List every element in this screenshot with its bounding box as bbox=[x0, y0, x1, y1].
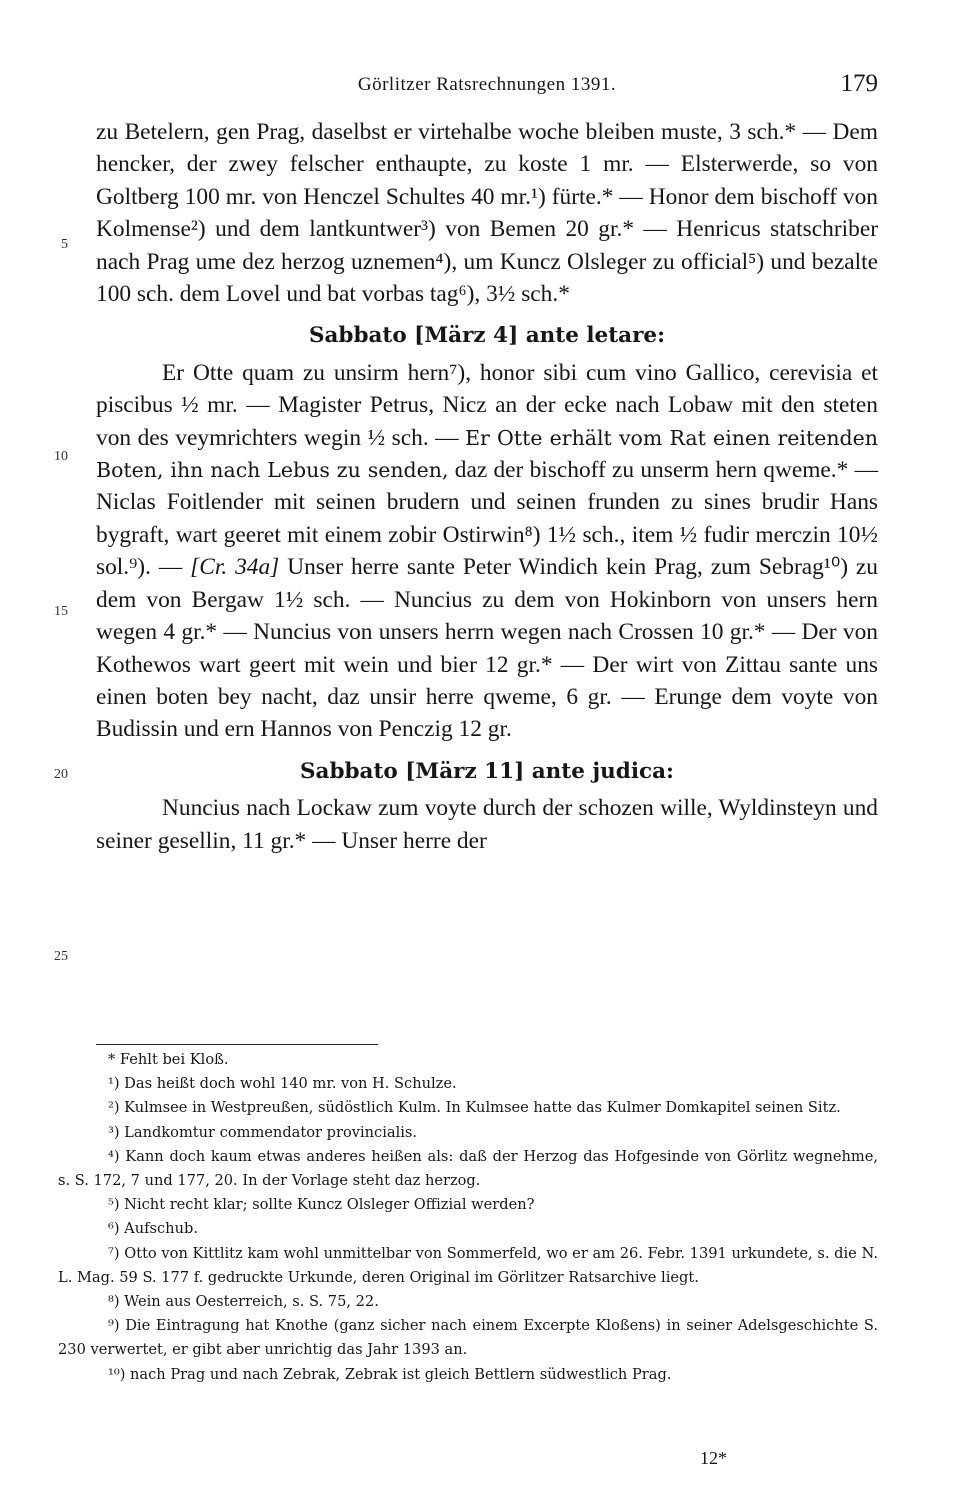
signature-mark: 12* bbox=[700, 1448, 727, 1468]
section-heading: Sabbato [März 11] ante judica: bbox=[300, 758, 674, 784]
footnote: ²) Kulmsee in Westpreußen, südöstlich Kulm. In Kulmsee hatte das Kulmer Domkapitel seinen Sitz. bbox=[108, 1099, 841, 1117]
text-run: Unser herre sante Peter Windich kein Prag, zum Sebrag¹⁰) zu dem von Bergaw 1½ sch. — Nuncius zu dem von Hokinborn von unsers hern wegen 4 gr.* — Nuncius von unsers herrn wegen nach Crossen 10 gr.* — Der von Kothewos wart geert mit wein und bier 12 gr.* — Der wirt von Zittau sante uns einen boten bey nacht, daz unsir herre qweme, 6 gr. — Erunge dem voyte von Budissin und ern Hannos von Penczig 12 gr. bbox=[96, 554, 878, 743]
footnotes bbox=[58, 1048, 878, 1387]
footnote: ¹) Das heißt doch wohl 140 mr. von H. Schulze. bbox=[108, 1075, 457, 1093]
text-run: Er Otte quam zu unsirm hern⁷), honor sibi cum vino Gallico, cerevisia et piscibus ½ mr. — Magister Petrus, Nicz an der ecke nach Lobaw mit den steten von des veymrichters wegin ½ sch. — bbox=[96, 359, 878, 451]
footnote: ⁴) Kann doch kaum etwas anderes heißen als: daß der Herzog das Hofgesinde von Görlitz wegnehme, s. S. 172, 7 und 177, 20. In der Vorlage steht daz herzog. bbox=[58, 1147, 878, 1190]
paragraph: Nuncius nach Lockaw zum voyte durch der schozen wille, Wyldinsteyn und seiner gesellin, 11 gr.* — Unser herre der bbox=[96, 795, 878, 854]
footnote: ¹⁰) nach Prag und nach Zebrak, Zebrak ist gleich Bettlern südwestlich Prag. bbox=[108, 1365, 672, 1383]
footnote: ⁸) Wein aus Oesterreich, s. S. 75, 22. bbox=[108, 1293, 379, 1311]
footnote: ⁷) Otto von Kittlitz kam wohl unmittelbar von Sommerfeld, wo er am 26. Febr. 1391 urkundete, s. die N. L. Mag. 59 S. 177 f. gedruckte Urkunde, deren Original im Görlitzer Ratsarchive liegt. bbox=[58, 1244, 878, 1286]
footnote: ³) Landkomtur commendator provincialis. bbox=[108, 1123, 418, 1141]
line-number: 25 bbox=[54, 949, 68, 964]
footnote: ⁵) Nicht recht klar; sollte Kuncz Olsleger Offizial werden? bbox=[108, 1196, 535, 1214]
running-title: Görlitzer Ratsrechnungen 1391. bbox=[357, 74, 617, 95]
page-number: 179 bbox=[840, 70, 878, 97]
section-heading: Sabbato [März 4] ante letare: bbox=[308, 323, 666, 349]
footnote: ⁶) Aufschub. bbox=[108, 1220, 198, 1238]
main-text bbox=[96, 116, 878, 857]
running-head bbox=[96, 66, 878, 106]
footnote: ⁹) Die Eintragung hat Knothe (ganz sicher nach einem Excerpte Kloßens) in seiner Adelsgeschichte S. 230 verwertet, er gibt aber unrichtig das Jahr 1393 an. bbox=[58, 1317, 878, 1359]
paragraph bbox=[96, 357, 878, 746]
footnote: * Fehlt bei Kloß. bbox=[108, 1051, 229, 1068]
text-run: daz der bischoff zu unserm hern qweme.* — Niclas Foitlender mit seinen brudern und seinen frunden zu sines brudir Hans bygraft, wart geeret mit einem zobir Ostirwin⁸) 1½ sch., item ½ fudir merczin 10½ sol.⁹). — bbox=[96, 457, 878, 581]
manuscript-reference: [Cr. 34a] bbox=[190, 554, 280, 581]
footnote-divider bbox=[96, 1044, 378, 1045]
line-number: 5 bbox=[61, 237, 68, 252]
line-number: 20 bbox=[54, 767, 68, 782]
line-number: 15 bbox=[54, 604, 68, 619]
paragraph: zu Betelern, gen Prag, daselbst er virtehalbe woche bleiben muste, 3 sch.* — Dem hencker, der zwey felscher enthaupte, zu koste 1 mr. — Elsterwerde, so von Goltberg 100 mr. von Henczel Schultes 40 mr.¹) fürte.* — Honor dem bischoff von Kolmense²) und dem lantkuntwer³) von Bemen 20 gr.* — Henricus statschriber nach Prag ume dez herzog uznemen⁴), um Kuncz Olsleger zu official⁵) und bezalte 100 sch. dem Lovel und bat vorbas tag⁶), 3½ sch.* bbox=[96, 119, 878, 308]
blackletter-note: Er Otte erhält vom Rat einen reitenden Boten, ihn nach Lebus zu senden, bbox=[96, 425, 878, 483]
line-number: 10 bbox=[54, 449, 68, 464]
